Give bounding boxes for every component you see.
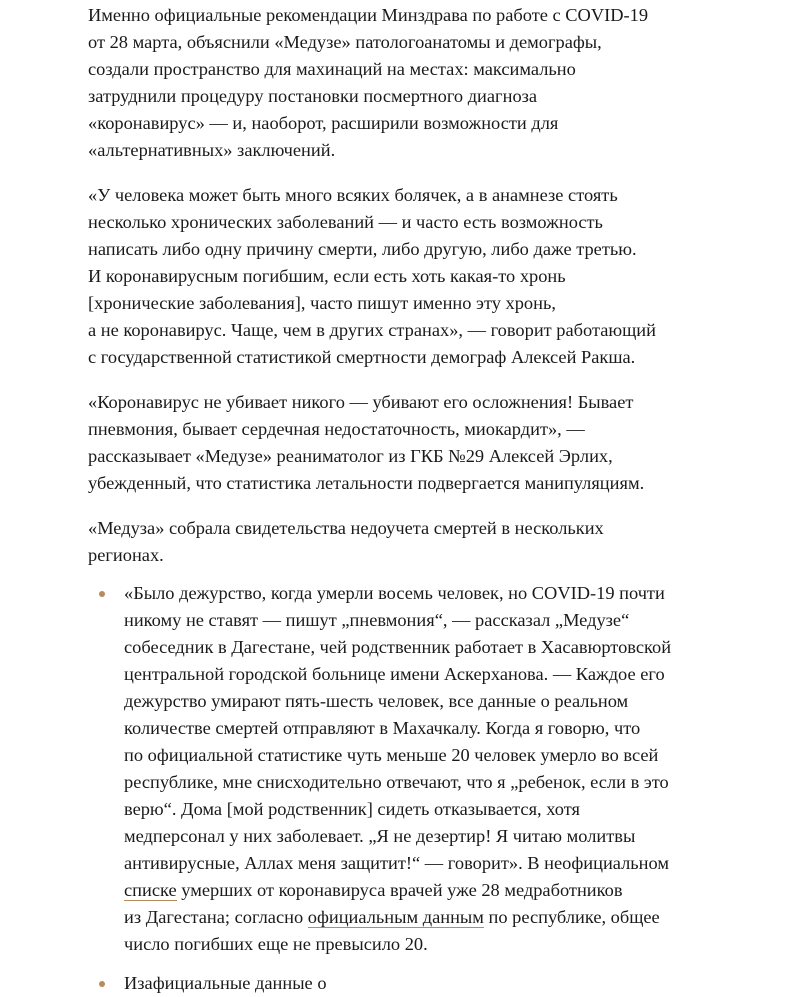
- paragraph-3: [88, 389, 644, 497]
- paragraph-line: «альтернативных» заключений.: [88, 140, 336, 160]
- paragraph-line: создали пространство для махинаций на местах: максимально: [88, 59, 576, 79]
- bullet-line: верю“. Дома [мой родственник] сидеть отказывается, хотя: [124, 799, 580, 819]
- paragraph-1: [88, 2, 648, 164]
- bullet-text: по республике, общее: [483, 907, 660, 927]
- link-official-data[interactable]: официальным данным: [307, 907, 484, 927]
- bullet-line: «Было дежурство, когда умерли восемь человек, но COVID-19 почти: [124, 583, 665, 603]
- bullet-line: центральной городской больнице имени Аскерханова. — Каждое его: [124, 664, 665, 684]
- bullet-item: [88, 580, 671, 958]
- paragraph-line: «У человека может быть много всяких болячек, а в анамнезе стоять: [88, 185, 618, 205]
- bullet-line: число погибших еще не превысило 20.: [124, 934, 428, 954]
- paragraph-2: [88, 182, 656, 371]
- paragraph-line: рассказывает «Медузе» реаниматолог из ГКБ №29 Алексей Эрлих,: [88, 446, 613, 466]
- paragraph-line: [хронические заболевания], часто пишут именно эту хронь,: [88, 293, 556, 313]
- link-spisok[interactable]: списке: [124, 880, 177, 900]
- bullet-text: из Дагестана; согласно: [124, 907, 308, 927]
- bullet-item: [88, 970, 671, 997]
- bullet-line: [124, 877, 671, 904]
- paragraph-line: написать либо одну причину смерти, либо другую, либо даже третью.: [88, 239, 637, 259]
- paragraph-line: Именно официальные рекомендации Минздрава по работе с COVID-19: [88, 5, 649, 25]
- bullet-line: республике, мне снисходительно отвечают, что я „ребенок, если в это: [124, 772, 669, 792]
- bullet-line: по официальной статистике чуть меньше 20 человек умерло во всей: [124, 745, 659, 765]
- bullet-line: Изафициальные данные о: [124, 973, 327, 993]
- paragraph-line: затруднили процедуру постановки посмертного диагноза: [88, 86, 538, 106]
- paragraph-line: «Медуза» собрала свидетельства недоучета смертей в нескольких: [88, 518, 604, 538]
- bullet-dot-icon: [99, 591, 105, 597]
- paragraph-line: пневмония, бывает сердечная недостаточность, миокардит», —: [88, 419, 585, 439]
- bullet-line: антивирусные, Аллах меня защитит!“ — говорит». В неофициальном: [124, 853, 670, 873]
- bullet-line: дежурство умирают пять-шесть человек, все данные о реальном: [124, 691, 629, 711]
- paragraph-line: «Коронавирус не убивает никого — убивают его осложнения! Бывает: [88, 392, 634, 412]
- paragraph-line: с государственной статистикой смертности демограф Алексей Ракша.: [88, 347, 636, 367]
- bullet-text: умерших от коронавируса врачей уже 28 медработников: [176, 880, 623, 900]
- paragraph-line: регионах.: [88, 545, 164, 565]
- bullet-dot-icon: [99, 981, 105, 987]
- paragraph-line: убежденный, что статистика летальности подвергается манипуляциям.: [88, 473, 645, 493]
- bullet-line: количестве смертей отправляют в Махачкалу. Когда я говорю, что: [124, 718, 641, 738]
- bullet-line: никому не ставят — пишут „пневмония“, — рассказал „Медузе“: [124, 610, 630, 630]
- paragraph-line: И коронавирусным погибшим, если есть хоть какая-то хронь: [88, 266, 566, 286]
- bullet-line: [124, 904, 671, 931]
- bullet-line: медперсонал у них заболевает. „Я не дезертир! Я читаю молитвы: [124, 826, 636, 846]
- paragraph-line: от 28 марта, объяснили «Медузе» патологоанатомы и демографы,: [88, 32, 602, 52]
- bullet-list: [88, 580, 671, 997]
- paragraph-line: несколько хронических заболеваний — и часто есть возможность: [88, 212, 603, 232]
- bullet-line: собеседник в Дагестане, чей родственник работает в Хасавюртовской: [124, 637, 672, 657]
- paragraph-4: [88, 515, 604, 569]
- paragraph-line: «коронавирус» — и, наоборот, расширили возможности для: [88, 113, 559, 133]
- paragraph-line: а не коронавирус. Чаще, чем в других странах», — говорит работающий: [88, 320, 656, 340]
